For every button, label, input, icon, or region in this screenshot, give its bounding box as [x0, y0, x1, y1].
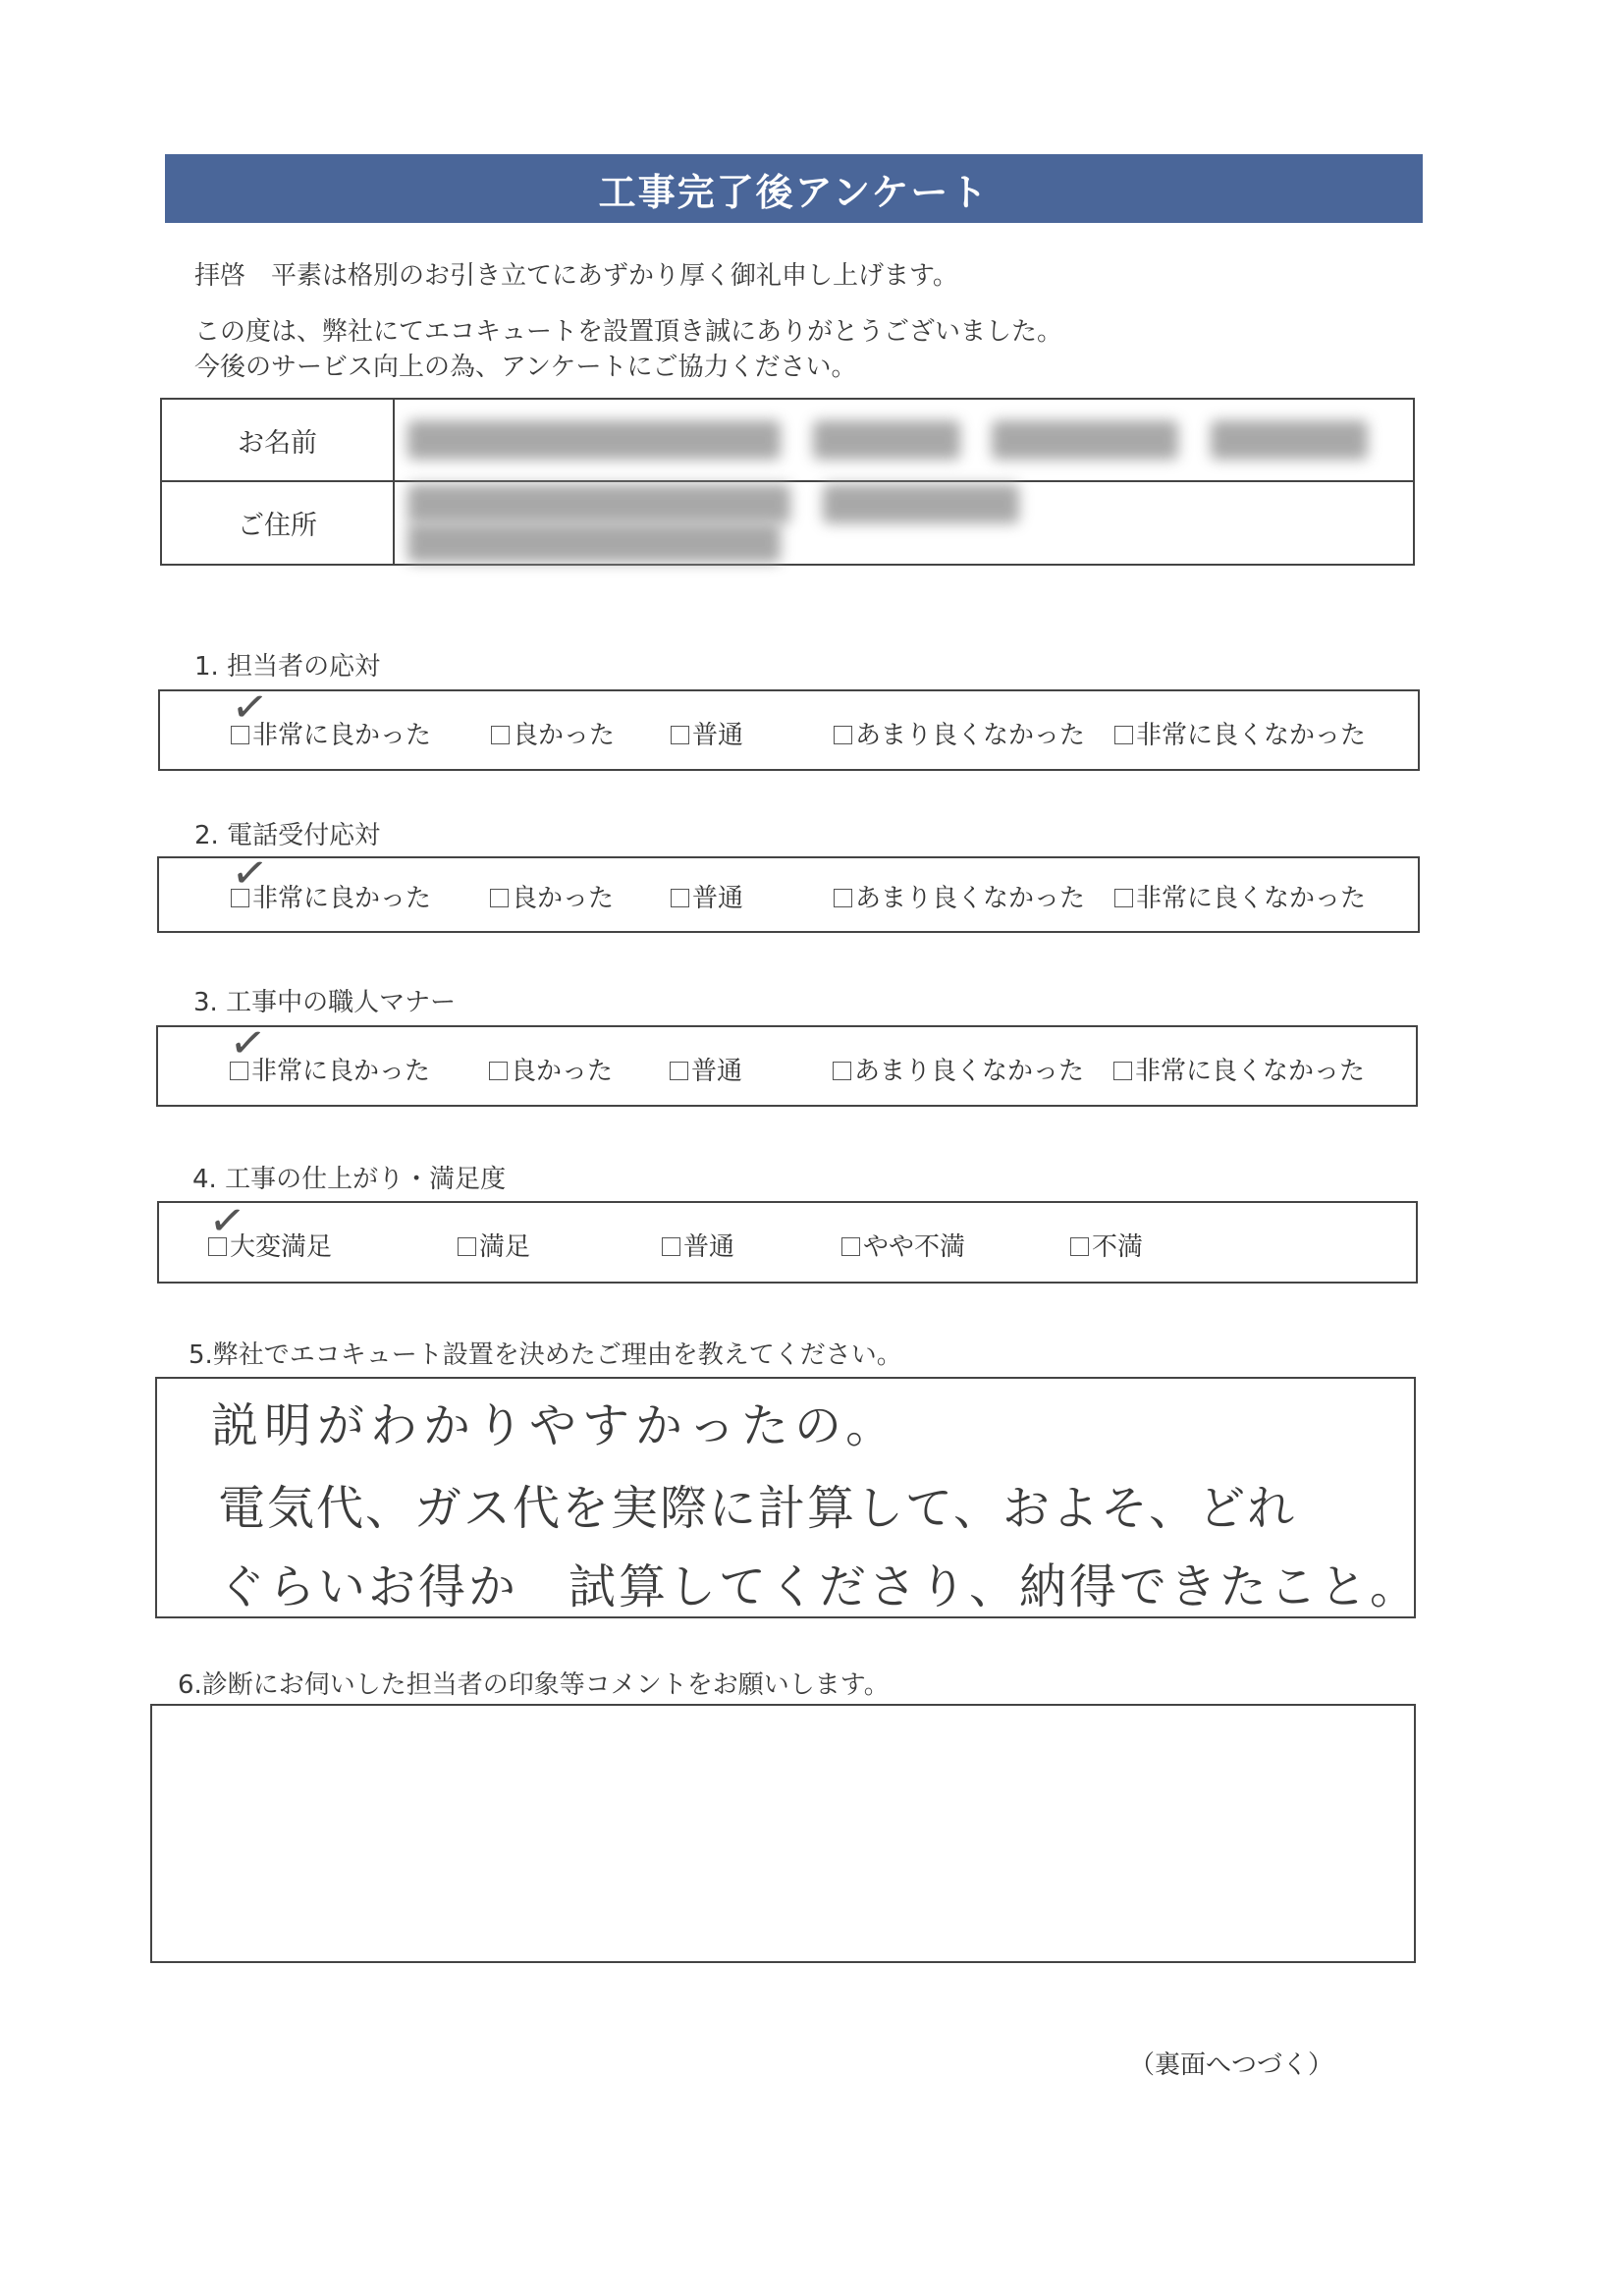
survey-title: 工事完了後アンケート: [165, 154, 1423, 223]
checkbox-icon: [662, 1237, 680, 1256]
checkbox-icon: [834, 889, 852, 907]
checkbox-icon: [458, 1237, 476, 1256]
q1-option-not-good[interactable]: あまり良くなかった: [834, 715, 1085, 751]
customer-info-table: [160, 398, 1415, 566]
checkbox-icon: [671, 889, 689, 907]
checkbox-icon: [841, 1237, 860, 1256]
q5-label: 5.弊社でエコキュート設置を決めたご理由を教えてください。: [189, 1340, 902, 1370]
q5-answer-line-1: 説明がわかりやすかったの。: [211, 1398, 899, 1453]
q4-options: [157, 1201, 1418, 1284]
checkbox-icon: [489, 1062, 508, 1080]
redacted-name-3: [992, 420, 1178, 460]
q6-label: 6.診断にお伺いした担当者の印象等コメントをお願いします。: [178, 1670, 890, 1700]
intro-greeting: 拝啓 平素は格別のお引き立てにあずかり厚く御礼申し上げます。: [194, 261, 958, 291]
q2-option-normal[interactable]: 普通: [671, 878, 743, 914]
redacted-address-1: [407, 484, 790, 523]
q1-option-good[interactable]: 良かった: [491, 715, 615, 751]
address-field[interactable]: [394, 481, 1414, 565]
q4-option-normal[interactable]: 普通: [662, 1227, 734, 1263]
redacted-name-1: [407, 420, 781, 460]
q5-answer-line-3: ぐらいお得か 試算してくださり、納得できたこと。: [218, 1559, 1421, 1614]
q4-label: 4. 工事の仕上がり・満足度: [192, 1165, 507, 1194]
q3-options: [156, 1025, 1418, 1107]
q1-option-very-bad[interactable]: 非常に良くなかった: [1114, 715, 1366, 751]
q3-option-not-good[interactable]: あまり良くなかった: [833, 1051, 1084, 1087]
name-label: お名前: [161, 399, 394, 481]
q1-option-very-good[interactable]: 非常に良かった: [231, 715, 431, 751]
checkbox-icon: [1114, 889, 1133, 907]
checkbox-icon: [491, 726, 510, 744]
q3-label: 3. 工事中の職人マナー: [193, 988, 457, 1017]
q4-option-very-satisfied[interactable]: 大変満足: [208, 1227, 332, 1263]
q1-label: 1. 担当者の応対: [194, 652, 381, 682]
redacted-address-2: [823, 484, 1019, 523]
q2-options: [157, 856, 1420, 933]
q1-option-normal[interactable]: 普通: [671, 715, 743, 751]
checkbox-icon: [671, 726, 689, 744]
redacted-name-2: [813, 420, 960, 460]
checkbox-icon: [834, 726, 852, 744]
checkbox-icon: [1113, 1062, 1132, 1080]
name-field[interactable]: [394, 399, 1414, 481]
q4-checkmark-icon: ✓: [205, 1193, 249, 1249]
q6-answer-box[interactable]: [150, 1704, 1416, 1963]
q3-checkmark-icon: ✓: [226, 1015, 270, 1071]
q3-option-very-good[interactable]: 非常に良かった: [230, 1051, 430, 1087]
address-label: ご住所: [161, 481, 394, 565]
q4-option-dissatisfied[interactable]: 不満: [1070, 1227, 1143, 1263]
q2-option-not-good[interactable]: あまり良くなかった: [834, 878, 1085, 914]
intro-thanks: この度は、弊社にてエコキュートを設置頂き誠にありがとうございました。: [194, 317, 1063, 347]
q3-option-normal[interactable]: 普通: [670, 1051, 742, 1087]
q3-option-good[interactable]: 良かった: [489, 1051, 613, 1087]
redacted-name-4: [1211, 420, 1368, 460]
q5-answer-line-2: 電気代、ガス代を実際に計算して、およそ、どれ: [218, 1481, 1297, 1536]
continued-on-back: （裏面へつづく）: [1129, 2050, 1334, 2080]
q3-option-very-bad[interactable]: 非常に良くなかった: [1113, 1051, 1365, 1087]
checkbox-icon: [670, 1062, 688, 1080]
checkbox-icon: [1070, 1237, 1089, 1256]
q1-options: [158, 689, 1420, 771]
q4-option-satisfied[interactable]: 満足: [458, 1227, 530, 1263]
checkbox-icon: [833, 1062, 851, 1080]
q2-checkmark-icon: ✓: [228, 846, 272, 902]
q2-option-very-bad[interactable]: 非常に良くなかった: [1114, 878, 1366, 914]
redacted-address-3: [407, 523, 781, 563]
q2-option-very-good[interactable]: 非常に良かった: [231, 878, 431, 914]
q2-option-good[interactable]: 良かった: [490, 878, 614, 914]
q2-label: 2. 電話受付応対: [194, 821, 381, 850]
intro-request: 今後のサービス向上の為、アンケートにご協力ください。: [194, 353, 857, 382]
q1-checkmark-icon: ✓: [228, 680, 272, 736]
checkbox-icon: [1114, 726, 1133, 744]
q4-option-slightly-dissatisfied[interactable]: やや不満: [841, 1227, 965, 1263]
checkbox-icon: [490, 889, 509, 907]
